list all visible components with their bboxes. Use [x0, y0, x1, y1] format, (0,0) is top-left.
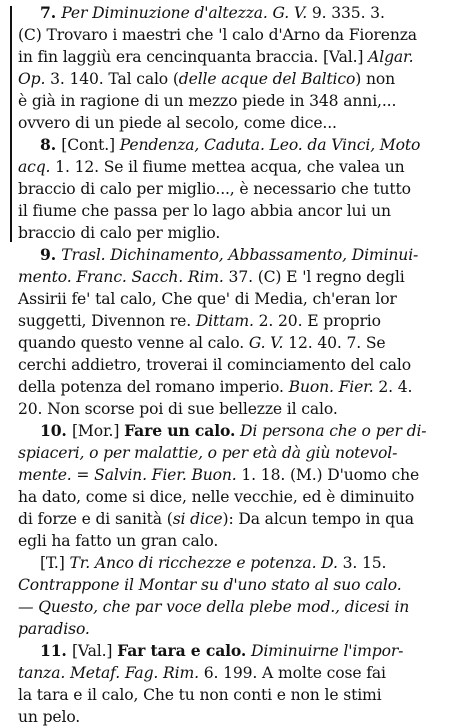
text-line: [0, 24, 475, 46]
bold-text: Far tara e calo.: [117, 641, 247, 660]
roman-text: braccio di calo per miglio..., è necessario che tutto: [18, 180, 411, 198]
italic-text: mento. Franc. Sacch. Rim.: [18, 268, 224, 286]
text-line: [0, 222, 475, 244]
text-line: [0, 552, 475, 574]
text-line: [0, 178, 475, 200]
roman-text: 9. 335. 3.: [307, 4, 385, 22]
text-line: [0, 332, 475, 354]
bold-text: 7.: [40, 3, 62, 22]
roman-text: in fin laggiù era cencinquanta braccia. [Val.]: [18, 48, 369, 66]
text-line: [0, 90, 475, 112]
text-line: [0, 354, 475, 376]
text-line: [0, 618, 475, 640]
italic-text: Algar.: [368, 48, 414, 66]
text-line: [0, 2, 475, 24]
text-line: [0, 288, 475, 310]
text-line: [0, 266, 475, 288]
roman-text: [Cont.]: [61, 136, 120, 154]
roman-text: 2. 4.: [373, 378, 413, 396]
roman-text: suggetti, Divennon re.: [18, 312, 196, 330]
roman-text: 6. 199. A molte cose fai: [198, 664, 386, 682]
bold-text: Fare un calo.: [124, 421, 236, 440]
italic-text: Contrappone il Montar su d'uno stato al suo calo.: [18, 576, 402, 594]
text-line: [0, 530, 475, 552]
italic-text: Tr. Anco di ricchezze e potenza. D.: [69, 554, 338, 572]
roman-text: [Mor.]: [71, 422, 125, 440]
roman-text: 12. 40. 7. Se: [283, 334, 386, 352]
roman-text: egli ha fatto un gran calo.: [18, 532, 219, 550]
italic-text: Di persona che o per di-: [235, 422, 427, 440]
italic-text: si dice: [172, 510, 223, 528]
text-line: [0, 508, 475, 530]
italic-text: Dittam.: [195, 312, 254, 330]
italic-text: acq.: [18, 158, 51, 176]
text-line: [0, 486, 475, 508]
bold-text: 9.: [40, 245, 62, 264]
text-line: [0, 68, 475, 90]
italic-text: G. V.: [248, 334, 284, 352]
roman-text: 37. (C) E 'l regno degli: [223, 268, 405, 286]
text-line: [0, 420, 475, 442]
text-line: [0, 310, 475, 332]
text-line: [0, 112, 475, 134]
italic-text: tanza. Metaf. Fag. Rim.: [18, 664, 199, 682]
roman-text: quando questo venne al calo.: [18, 334, 249, 352]
roman-text: il fiume che passa per lo lago abbia ancor lui un: [18, 202, 391, 220]
roman-text: cerchi addietro, troverai il cominciamento del calo: [18, 356, 411, 374]
roman-text: ) non: [355, 70, 395, 88]
roman-text: ovvero di un piede al secolo, come dice...: [18, 114, 337, 132]
italic-text: delle acque del Baltico: [178, 70, 356, 88]
text-line: [0, 134, 475, 156]
roman-text: =: [76, 466, 95, 484]
text-line: [0, 596, 475, 618]
italic-text: Per Diminuzione d'altezza. G. V.: [61, 4, 308, 22]
text-line: [0, 706, 475, 728]
italic-text: Buon. Fier.: [288, 378, 374, 396]
text-line: [0, 200, 475, 222]
text-line: [0, 640, 475, 662]
text-line: [0, 574, 475, 596]
text-line: [0, 662, 475, 684]
margin-rule: [10, 6, 12, 242]
italic-text: Trasl. Dichinamento, Abbassamento, Diminui-: [61, 246, 419, 264]
italic-text: — Questo, che par voce della plebe mod., dicesi in: [18, 598, 410, 616]
italic-text: Op.: [18, 70, 46, 88]
text-line: [0, 244, 475, 266]
roman-text: Assirii fe' tal calo, Che que' di Media, ch'eran lor: [18, 290, 397, 308]
roman-text: [Val.]: [71, 642, 118, 660]
roman-text: 3. 15.: [337, 554, 387, 572]
text-line: [0, 684, 475, 706]
italic-text: spiaceri, o per malattie, o per età dà giù notevol-: [18, 444, 398, 462]
text-line: [0, 442, 475, 464]
text-line: [0, 464, 475, 486]
roman-text: 3. 140. Tal calo (: [45, 70, 179, 88]
roman-text: è già in ragione di un mezzo piede in 348 anni,...: [18, 92, 397, 110]
roman-text: ): Da alcun tempo in qua: [222, 510, 414, 528]
roman-text: [T.]: [40, 554, 70, 572]
roman-text: ha dato, come si dice, nelle vecchie, ed è diminuito: [18, 488, 415, 506]
bold-text: 11.: [40, 641, 72, 660]
italic-text: paradiso.: [18, 620, 90, 638]
roman-text: 1. 12. Se il fiume mettea acqua, che valea un: [50, 158, 405, 176]
roman-text: di forze e di sanità (: [18, 510, 173, 528]
italic-text: mente.: [18, 466, 77, 484]
text-line: [0, 376, 475, 398]
text-line: [0, 156, 475, 178]
bold-text: 8.: [40, 135, 62, 154]
text-line: [0, 46, 475, 68]
roman-text: un pelo.: [18, 708, 81, 726]
italic-text: Pendenza, Caduta. Leo. da Vinci, Moto: [119, 136, 421, 154]
italic-text: Diminuirne l'impor-: [246, 642, 404, 660]
bold-text: 10.: [40, 421, 72, 440]
roman-text: della potenza del romano imperio.: [18, 378, 289, 396]
roman-text: la tara e il calo, Che tu non conti e non le stimi: [18, 686, 382, 704]
text-line: [0, 398, 475, 420]
roman-text: 2. 20. E proprio: [253, 312, 381, 330]
roman-text: 20. Non scorse poi di sue bellezze il calo.: [18, 400, 338, 418]
roman-text: 1. 18. (M.) D'uomo che: [236, 466, 420, 484]
italic-text: Salvin. Fier. Buon.: [94, 466, 237, 484]
roman-text: (C) Trovaro i maestri che 'l calo d'Arno da Fiorenza: [18, 26, 417, 44]
roman-text: braccio di calo per miglio.: [18, 224, 221, 242]
